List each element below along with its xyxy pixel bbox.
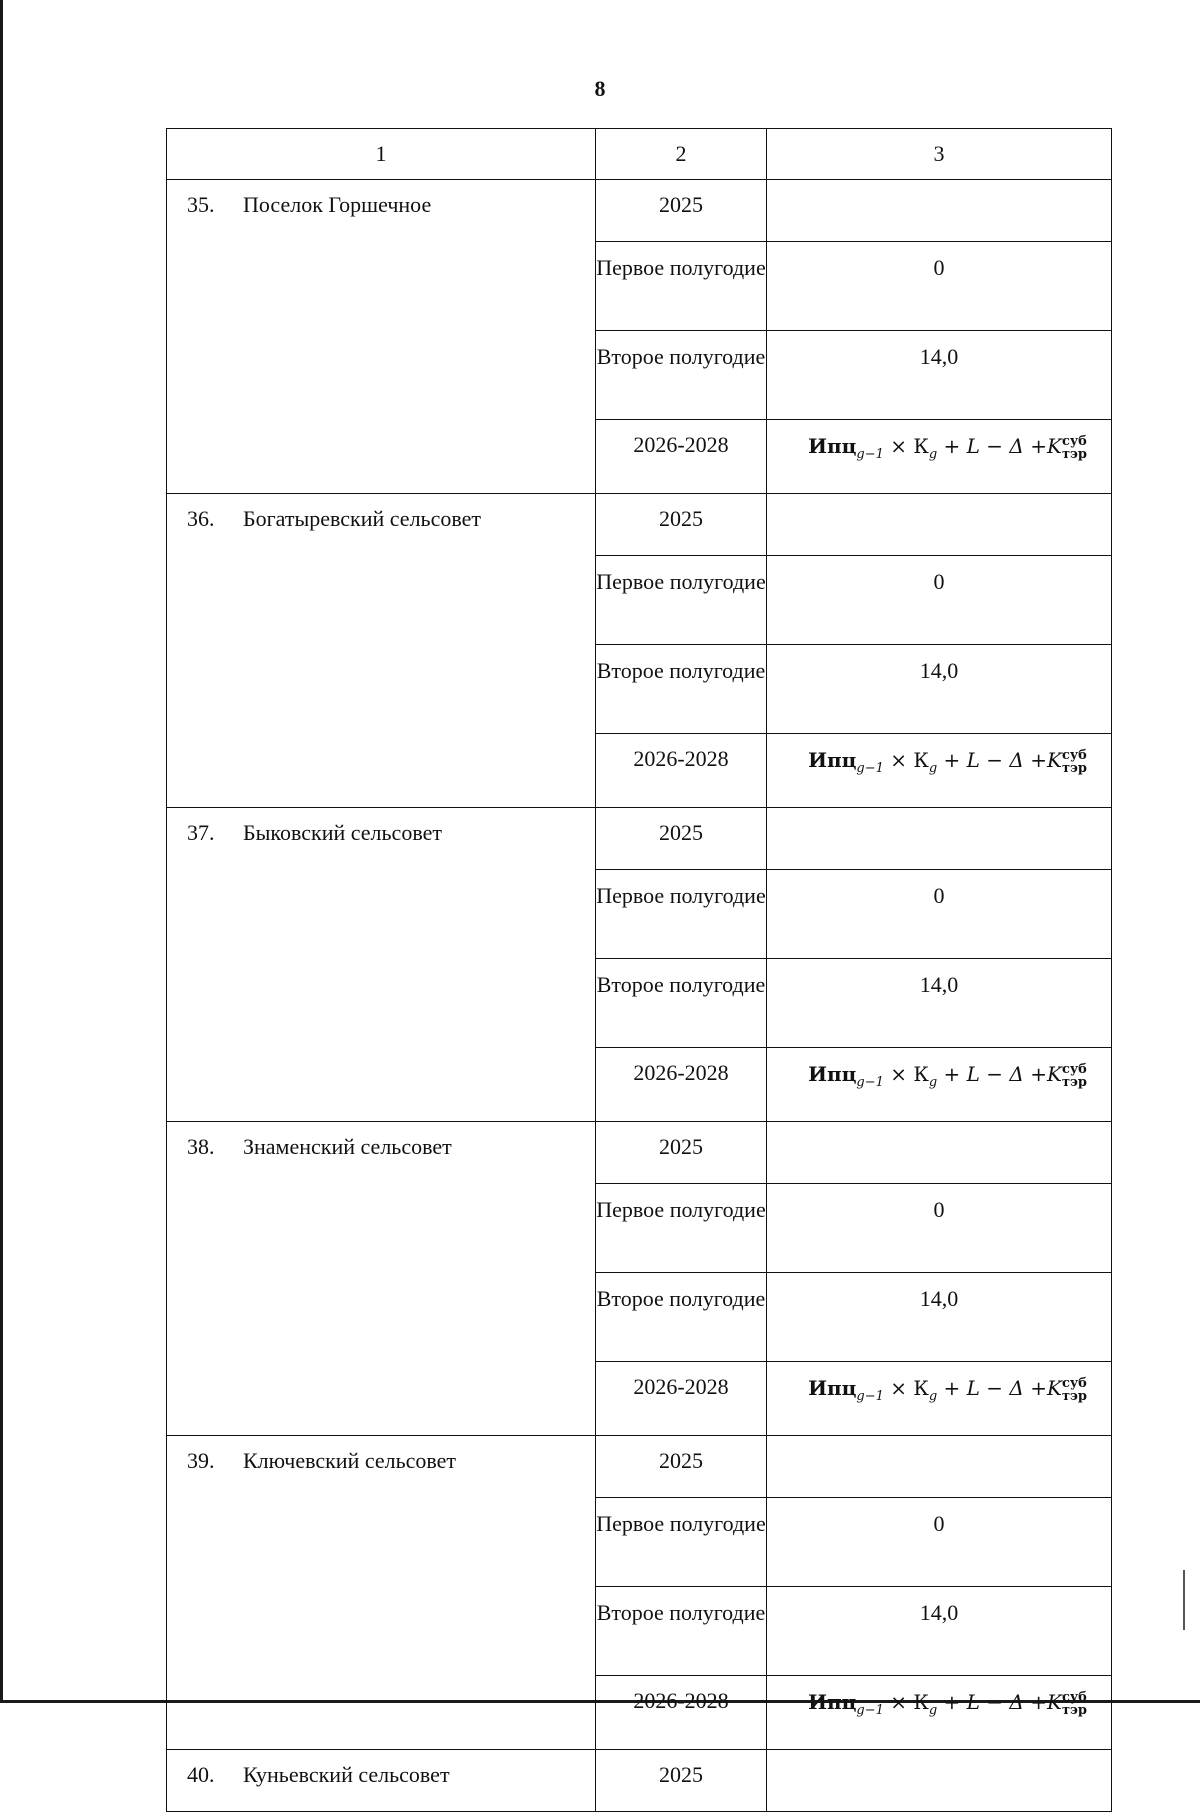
- header-col-1: 1: [167, 129, 596, 180]
- formula-k-sub: g: [928, 1389, 938, 1404]
- formula-times: ×: [890, 434, 908, 458]
- formula-k2: K: [1046, 434, 1062, 458]
- entity-name: Ключевский сельсовет: [243, 1448, 457, 1473]
- year-cell: 2025: [596, 1122, 767, 1184]
- formula-k2: K: [1046, 1376, 1062, 1400]
- formula-k2-sub: тэр: [1061, 446, 1087, 462]
- formula-cell: [767, 1048, 1112, 1122]
- value-cell: 0: [767, 556, 1112, 645]
- formula-k2-sup: суб: [1061, 433, 1087, 449]
- period-cell: Второе полугодие: [596, 645, 767, 734]
- table-row: [167, 1750, 1112, 1812]
- period-cell: 2026-2028: [596, 734, 767, 808]
- formula-k2-sub: тэр: [1061, 1388, 1087, 1404]
- formula-k: К: [913, 1062, 929, 1086]
- formula-ipc-sub: g−1: [856, 1703, 884, 1718]
- value-cell: 14,0: [767, 1273, 1112, 1362]
- entity-name-cell: [167, 494, 596, 808]
- formula-k2-sub: тэр: [1061, 760, 1087, 776]
- scan-left-edge: [0, 0, 3, 1703]
- period-cell: Второе полугодие: [596, 1273, 767, 1362]
- entity-name: Знаменский сельсовет: [243, 1134, 452, 1159]
- entity-name: Быковский сельсовет: [243, 820, 442, 845]
- formula-k: К: [913, 1690, 929, 1714]
- value-cell: 0: [767, 870, 1112, 959]
- formula-ipc: Ипц: [808, 748, 857, 772]
- year-cell: 2025: [596, 1436, 767, 1498]
- formula-cell: [767, 1362, 1112, 1436]
- year-cell: 2025: [596, 1750, 767, 1812]
- formula-k2-sub: тэр: [1061, 1074, 1087, 1090]
- value-cell: 0: [767, 1498, 1112, 1587]
- formula-ipc: Ипц: [808, 1376, 857, 1400]
- empty-value-cell: [767, 1750, 1112, 1812]
- period-cell: 2026-2028: [596, 1048, 767, 1122]
- formula-k2-sup: суб: [1061, 1689, 1087, 1705]
- formula-ipc: Ипц: [808, 434, 857, 458]
- empty-value-cell: [767, 180, 1112, 242]
- formula-cell: [767, 420, 1112, 494]
- entry-number: 39.: [187, 1448, 215, 1473]
- formula-k-sub: g: [928, 1703, 938, 1718]
- period-cell: Второе полугодие: [596, 959, 767, 1048]
- formula-times: ×: [890, 1690, 908, 1714]
- period-cell: Второе полугодие: [596, 331, 767, 420]
- formula-plus-l: + L − Δ +: [943, 1062, 1047, 1086]
- entity-name-cell: [167, 1122, 596, 1436]
- period-cell: Первое полугодие: [596, 870, 767, 959]
- formula-k-sub: g: [928, 761, 938, 776]
- year-cell: 2025: [596, 180, 767, 242]
- formula-plus-l: + L − Δ +: [943, 1690, 1047, 1714]
- entry-number: 35.: [187, 192, 215, 217]
- formula-k2-sub: тэр: [1061, 1702, 1087, 1718]
- formula-ipc-sub: g−1: [856, 447, 884, 462]
- entity-name: Богатыревский сельсовет: [243, 506, 481, 531]
- period-cell: Второе полугодие: [596, 1587, 767, 1676]
- table-row: [167, 808, 1112, 870]
- entity-name-cell: [167, 1436, 596, 1750]
- scan-mark: [1183, 1570, 1185, 1630]
- formula-k2-indices: [1062, 749, 1087, 775]
- value-cell: 14,0: [767, 331, 1112, 420]
- period-cell: 2026-2028: [596, 1676, 767, 1750]
- table-header-row: [167, 129, 1112, 180]
- entity-name-cell: [167, 1750, 596, 1812]
- period-cell: 2026-2028: [596, 1362, 767, 1436]
- formula-ipc: Ипц: [808, 1690, 857, 1714]
- formula-k2-indices: [1062, 1063, 1087, 1089]
- formula-ipc-sub: g−1: [856, 1389, 884, 1404]
- table-row: [167, 1122, 1112, 1184]
- formula-k: К: [913, 748, 929, 772]
- period-cell: Первое полугодие: [596, 242, 767, 331]
- formula-cell: [767, 1676, 1112, 1750]
- table-row: [167, 180, 1112, 242]
- formula-k-sub: g: [928, 1075, 938, 1090]
- formula-k: К: [913, 1376, 929, 1400]
- empty-value-cell: [767, 494, 1112, 556]
- value-cell: 0: [767, 1184, 1112, 1273]
- formula-k2: K: [1046, 1690, 1062, 1714]
- year-cell: 2025: [596, 494, 767, 556]
- formula-k2-sup: суб: [1061, 747, 1087, 763]
- formula-times: ×: [890, 1062, 908, 1086]
- entity-name-cell: [167, 808, 596, 1122]
- empty-value-cell: [767, 808, 1112, 870]
- entry-number: 37.: [187, 820, 215, 845]
- formula-k2-indices: [1062, 1691, 1087, 1717]
- table-row: [167, 494, 1112, 556]
- tariff-table: [166, 128, 1112, 1812]
- entity-name-cell: [167, 180, 596, 494]
- period-cell: 2026-2028: [596, 420, 767, 494]
- formula-k2-sup: суб: [1061, 1061, 1087, 1077]
- formula-times: ×: [890, 1376, 908, 1400]
- formula-times: ×: [890, 748, 908, 772]
- period-cell: Первое полугодие: [596, 1184, 767, 1273]
- formula-k: К: [913, 434, 929, 458]
- empty-value-cell: [767, 1122, 1112, 1184]
- formula-plus-l: + L − Δ +: [943, 1376, 1047, 1400]
- formula-k2-sup: суб: [1061, 1375, 1087, 1391]
- year-cell: 2025: [596, 808, 767, 870]
- value-cell: 14,0: [767, 959, 1112, 1048]
- formula-plus-l: + L − Δ +: [943, 434, 1047, 458]
- formula-ipc: Ипц: [808, 1062, 857, 1086]
- entity-name: Поселок Горшечное: [243, 192, 432, 217]
- value-cell: 14,0: [767, 645, 1112, 734]
- value-cell: 0: [767, 242, 1112, 331]
- entry-number: 36.: [187, 506, 215, 531]
- formula-k-sub: g: [928, 447, 938, 462]
- formula-ipc-sub: g−1: [856, 1075, 884, 1090]
- entity-name: Куньевский сельсовет: [243, 1762, 450, 1787]
- value-cell: 14,0: [767, 1587, 1112, 1676]
- entry-number: 40.: [187, 1762, 215, 1787]
- formula-k2-indices: [1062, 1377, 1087, 1403]
- formula-cell: [767, 734, 1112, 808]
- formula-plus-l: + L − Δ +: [943, 748, 1047, 772]
- formula-k2-indices: [1062, 435, 1087, 461]
- header-col-2: 2: [596, 129, 767, 180]
- period-cell: Первое полугодие: [596, 556, 767, 645]
- formula-k2: K: [1046, 1062, 1062, 1086]
- empty-value-cell: [767, 1436, 1112, 1498]
- entry-number: 38.: [187, 1134, 215, 1159]
- formula-k2: K: [1046, 748, 1062, 772]
- page-number: 8: [594, 76, 606, 101]
- formula-ipc-sub: g−1: [856, 761, 884, 776]
- table-row: [167, 1436, 1112, 1498]
- header-col-3: 3: [767, 129, 1112, 180]
- period-cell: Первое полугодие: [596, 1498, 767, 1587]
